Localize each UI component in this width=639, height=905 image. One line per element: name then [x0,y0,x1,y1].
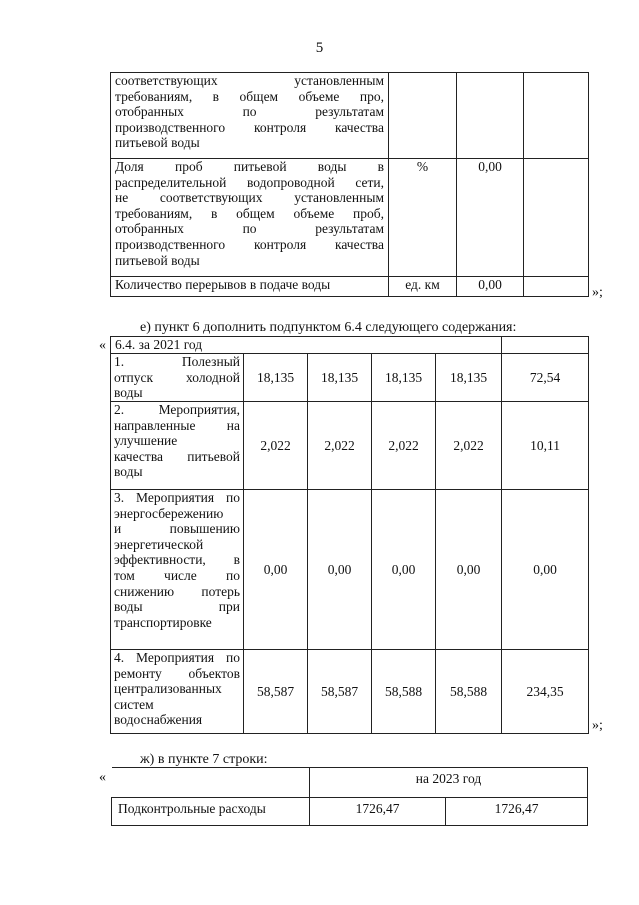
value-cell: 58,587 [308,650,372,734]
label-line: отобранных по результатам [115,104,384,120]
unit-cell: % [389,159,457,277]
empty-cell [112,768,310,798]
label-line: энергетической [114,536,204,552]
measure-name [111,650,244,734]
indicator-name [111,73,389,159]
label-line: не соответствующих установленным [115,190,384,206]
label-line: централизованных [114,681,222,697]
table-row [111,159,589,277]
unit-cell: ед. км [389,277,457,297]
label-line: качества питьевой [114,448,240,464]
label-line: 4. Мероприятия по [114,650,240,665]
value-cell: 1726,47 [310,798,446,826]
table-row [111,73,589,159]
label-line: ремонту объектов [114,665,240,681]
item-7-table [111,767,588,826]
label-line: воды при [114,599,240,615]
subitem-header: 6.4. за 2021 год [111,337,502,354]
value-cell: 0,00 [457,277,524,297]
closing-quote: »; [592,718,603,733]
value-cell: 18,135 [372,354,436,402]
value-cell: 2,022 [308,402,372,490]
measure-name [111,354,244,402]
label-line: отобранных по результатам [115,221,384,237]
table-row [111,650,589,734]
empty-cell [502,337,589,354]
label-line: требованиям, в общем объеме про, [115,88,384,104]
value-cell: 18,135 [244,354,308,402]
value-cell: 2,022 [372,402,436,490]
label-line: энергосбережению [114,505,224,521]
opening-quote: « [99,338,106,353]
value-cell: 18,135 [308,354,372,402]
total-cell: 0,00 [502,490,589,650]
label-line: транспортировке [114,614,212,630]
label-line: систем [114,696,154,712]
label-line: и повышению [114,521,240,537]
label-line: отпуск холодной [114,369,240,385]
row-label: Подконтрольные расходы [112,798,310,826]
value-cell: 0,00 [436,490,502,650]
label-line: производственного контроля качества [115,236,384,252]
paragraph-e: е) пункт 6 дополнить подпунктом 6.4 следующего содержания: [140,320,517,335]
closing-quote: »; [592,285,603,300]
indicator-name [111,277,389,297]
label-line: улучшение [114,433,178,449]
label-line: требованиям, в общем объеме проб, [115,205,384,221]
label-line: 2. Мероприятия, [114,402,240,417]
value-cell: 58,588 [372,650,436,734]
table-row [111,402,589,490]
opening-quote: « [99,770,106,785]
label-line: эффективности, в [114,552,240,568]
paragraph-zh: ж) в пункте 7 строки: [140,752,268,767]
label-line: питьевой воды [115,252,200,268]
label-line: 3. Мероприятия по [114,490,240,505]
table-row [111,354,589,402]
value-cell: 0,00 [244,490,308,650]
label-line: том числе по [114,567,240,583]
table-row [111,277,589,297]
unit-cell [389,73,457,159]
value-cell: 58,588 [436,650,502,734]
label-line: распределительной водопроводной сети, [115,174,384,190]
label-line: снижению потерь [114,583,240,599]
label-line: питьевой воды [115,135,200,151]
extra-cell [524,159,589,277]
total-cell: 234,35 [502,650,589,734]
indicators-table [110,72,589,297]
label-line: воды [114,385,143,401]
measure-name [111,490,244,650]
label-line: 1. Полезный [114,354,240,369]
value-cell: 2,022 [436,402,502,490]
value-cell [457,73,524,159]
label-line: направленные на [114,417,240,433]
label-line: Количество перерывов в подаче воды [115,277,331,292]
total-cell: 72,54 [502,354,589,402]
year-header: на 2023 год [310,768,588,798]
label-line: соответствующих установленным [115,73,384,88]
value-cell: 2,022 [244,402,308,490]
page-number: 5 [315,40,324,56]
indicator-name [111,159,389,277]
value-cell: 0,00 [457,159,524,277]
total-cell: 10,11 [502,402,589,490]
label-line: воды [114,464,143,480]
subitem-6-4-table [110,336,589,734]
table-row [111,490,589,650]
label-line: производственного контроля качества [115,119,384,135]
extra-cell [524,277,589,297]
measure-name [111,402,244,490]
extra-cell [524,73,589,159]
label-line: Доля проб питьевой воды в [115,159,384,174]
label-line: водоснабжения [114,712,203,728]
value-cell: 1726,47 [446,798,588,826]
value-cell: 0,00 [372,490,436,650]
value-cell: 18,135 [436,354,502,402]
value-cell: 58,587 [244,650,308,734]
value-cell: 0,00 [308,490,372,650]
